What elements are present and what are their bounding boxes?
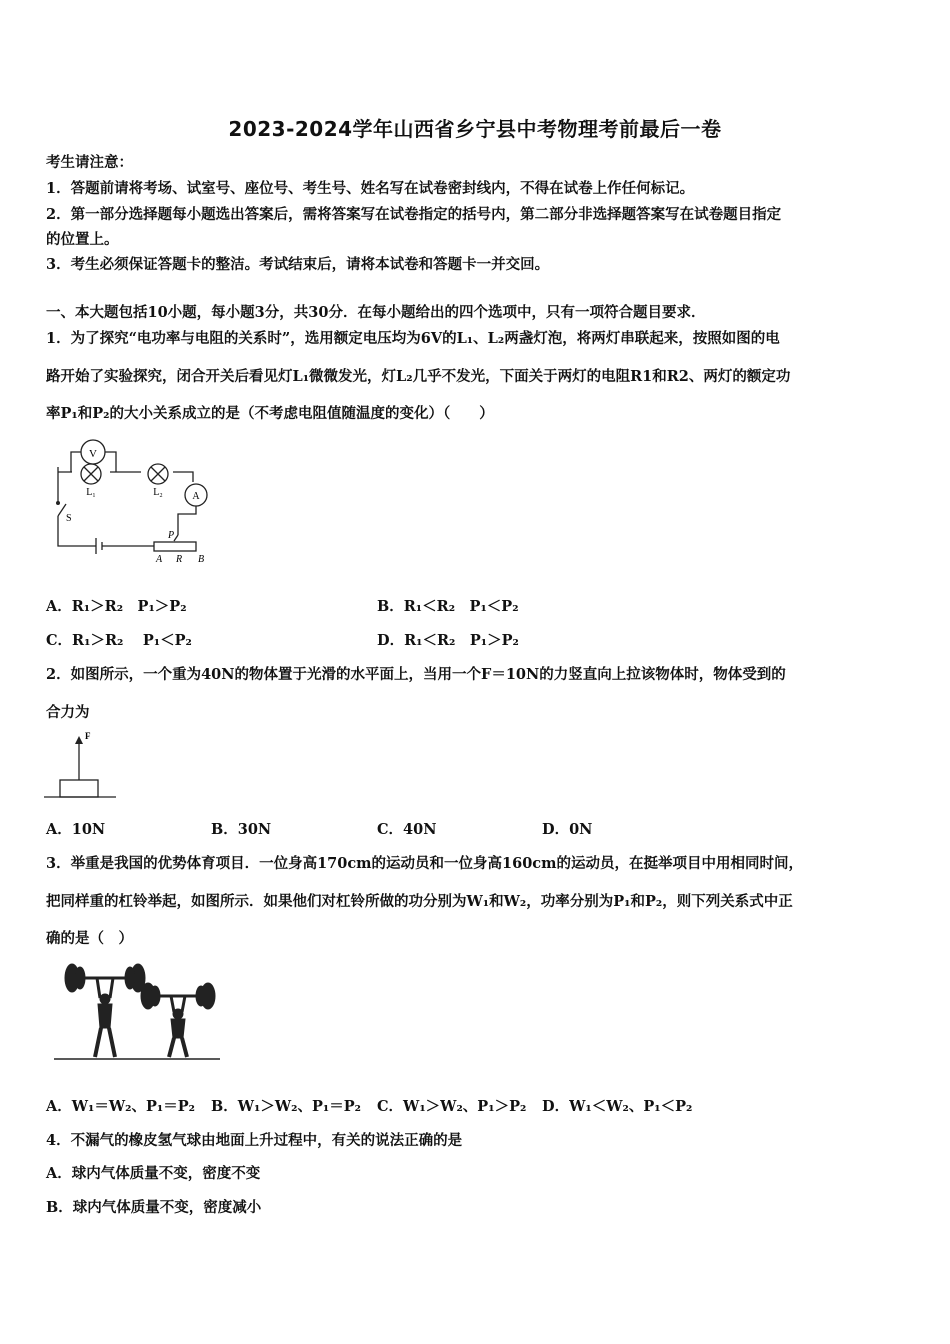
question-1-text: 路开始了实验探究，闭合开关后看见灯L₁微微发光，灯L₂几乎不发光，下面关于两灯的电阻R1和R2、两灯的额定功 [46, 368, 791, 385]
option-b[interactable]: B．R₁＜R₂ P₁＜P₂ [377, 598, 519, 615]
rheostat-end-b-label: B [198, 554, 205, 565]
rheostat-end-a-label: A [156, 554, 163, 565]
notice-heading: 考生请注意： [46, 154, 133, 171]
rheostat-label: R [176, 554, 183, 565]
question-3-text: 确的是（ ） [46, 930, 133, 947]
question-4-text: 4．不漏气的橡皮氢气球由地面上升过程中，有关的说法正确的是 [46, 1132, 463, 1149]
force-diagram [44, 730, 124, 802]
page-title: 2023-2024学年山西省乡宁县中考物理考前最后一卷 [228, 117, 722, 141]
question-2-text: 合力为 [46, 704, 90, 721]
question-2-text: 2．如图所示，一个重为40N的物体置于光滑的水平面上，当用一个F＝10N的力竖直向上拉该物体时，物体受到的 [46, 666, 786, 683]
question-3-text: 把同样重的杠铃举起，如图所示．如果他们对杠铃所做的功分别为W₁和W₂，功率分别为P₁和P₂，则下列关系式中正 [46, 893, 793, 910]
option-a[interactable]: A．10N [46, 821, 106, 838]
option-a[interactable]: A．球内气体质量不变，密度不变 [46, 1165, 261, 1182]
option-d[interactable]: D．R₁＜R₂ P₁＞P₂ [377, 632, 519, 649]
option-a[interactable]: A．R₁＞R₂ P₁＞P₂ [46, 598, 187, 615]
option-b[interactable]: B．30N [211, 821, 272, 838]
option-c[interactable]: C．R₁＞R₂ P₁＜P₂ [46, 632, 192, 649]
notice-item: 1．答题前请将考场、试室号、座位号、考生号、姓名写在试卷密封线内，不得在试卷上作任何标记。 [46, 180, 695, 197]
option-d[interactable]: D．W₁＜W₂、P₁＜P₂ [542, 1098, 693, 1115]
notice-item: 2．第一部分选择题每小题选出答案后，需将答案写在试卷指定的括号内，第二部分非选择题答案写在试卷题目指定 [46, 206, 782, 223]
option-a[interactable]: A．W₁＝W₂、P₁＝P₂ [46, 1098, 196, 1115]
option-b[interactable]: B．球内气体质量不变，密度减小 [46, 1199, 262, 1216]
force-label: F [85, 731, 91, 741]
notice-item: 3．考生必须保证答题卡的整洁。考试结束后，请将本试卷和答题卡一并交回。 [46, 256, 550, 273]
lamp-l1-label: L₁ [86, 487, 96, 498]
weightlifters-illustration [50, 958, 222, 1062]
notice-item: 的位置上。 [46, 231, 119, 248]
question-3-text: 3．举重是我国的优势体育项目．一位身高170cm的运动员和一位身高160cm的运动员，在挺举项目中用相同时间， [46, 855, 803, 872]
switch-contact [56, 501, 60, 505]
option-d[interactable]: D．0N [542, 821, 593, 838]
circuit-diagram [46, 432, 236, 574]
arrow-up-icon [75, 736, 83, 744]
ammeter-label: A [192, 491, 200, 502]
voltmeter-label: V [89, 448, 97, 460]
switch-label: S [66, 513, 72, 524]
option-c[interactable]: C．40N [377, 821, 437, 838]
lamp-l2-label: L₂ [153, 487, 163, 498]
section-heading: 一、本大题包括10小题，每小题3分，共30分．在每小题给出的四个选项中，只有一项符合题目要求． [46, 304, 706, 321]
option-b[interactable]: B．W₁＞W₂、P₁＝P₂ [211, 1098, 362, 1115]
slider-label: P [168, 530, 175, 541]
question-1-text: 率P₁和P₂的大小关系成立的是（不考虑电阻值随温度的变化）（ ） [46, 405, 494, 422]
question-1-text: 1．为了探究“电功率与电阻的关系时”，选用额定电压均为6V的L₁、L₂两盏灯泡，将两灯串联起来，按照如图的电 [46, 330, 780, 347]
option-c[interactable]: C．W₁＞W₂、P₁＞P₂ [377, 1098, 527, 1115]
